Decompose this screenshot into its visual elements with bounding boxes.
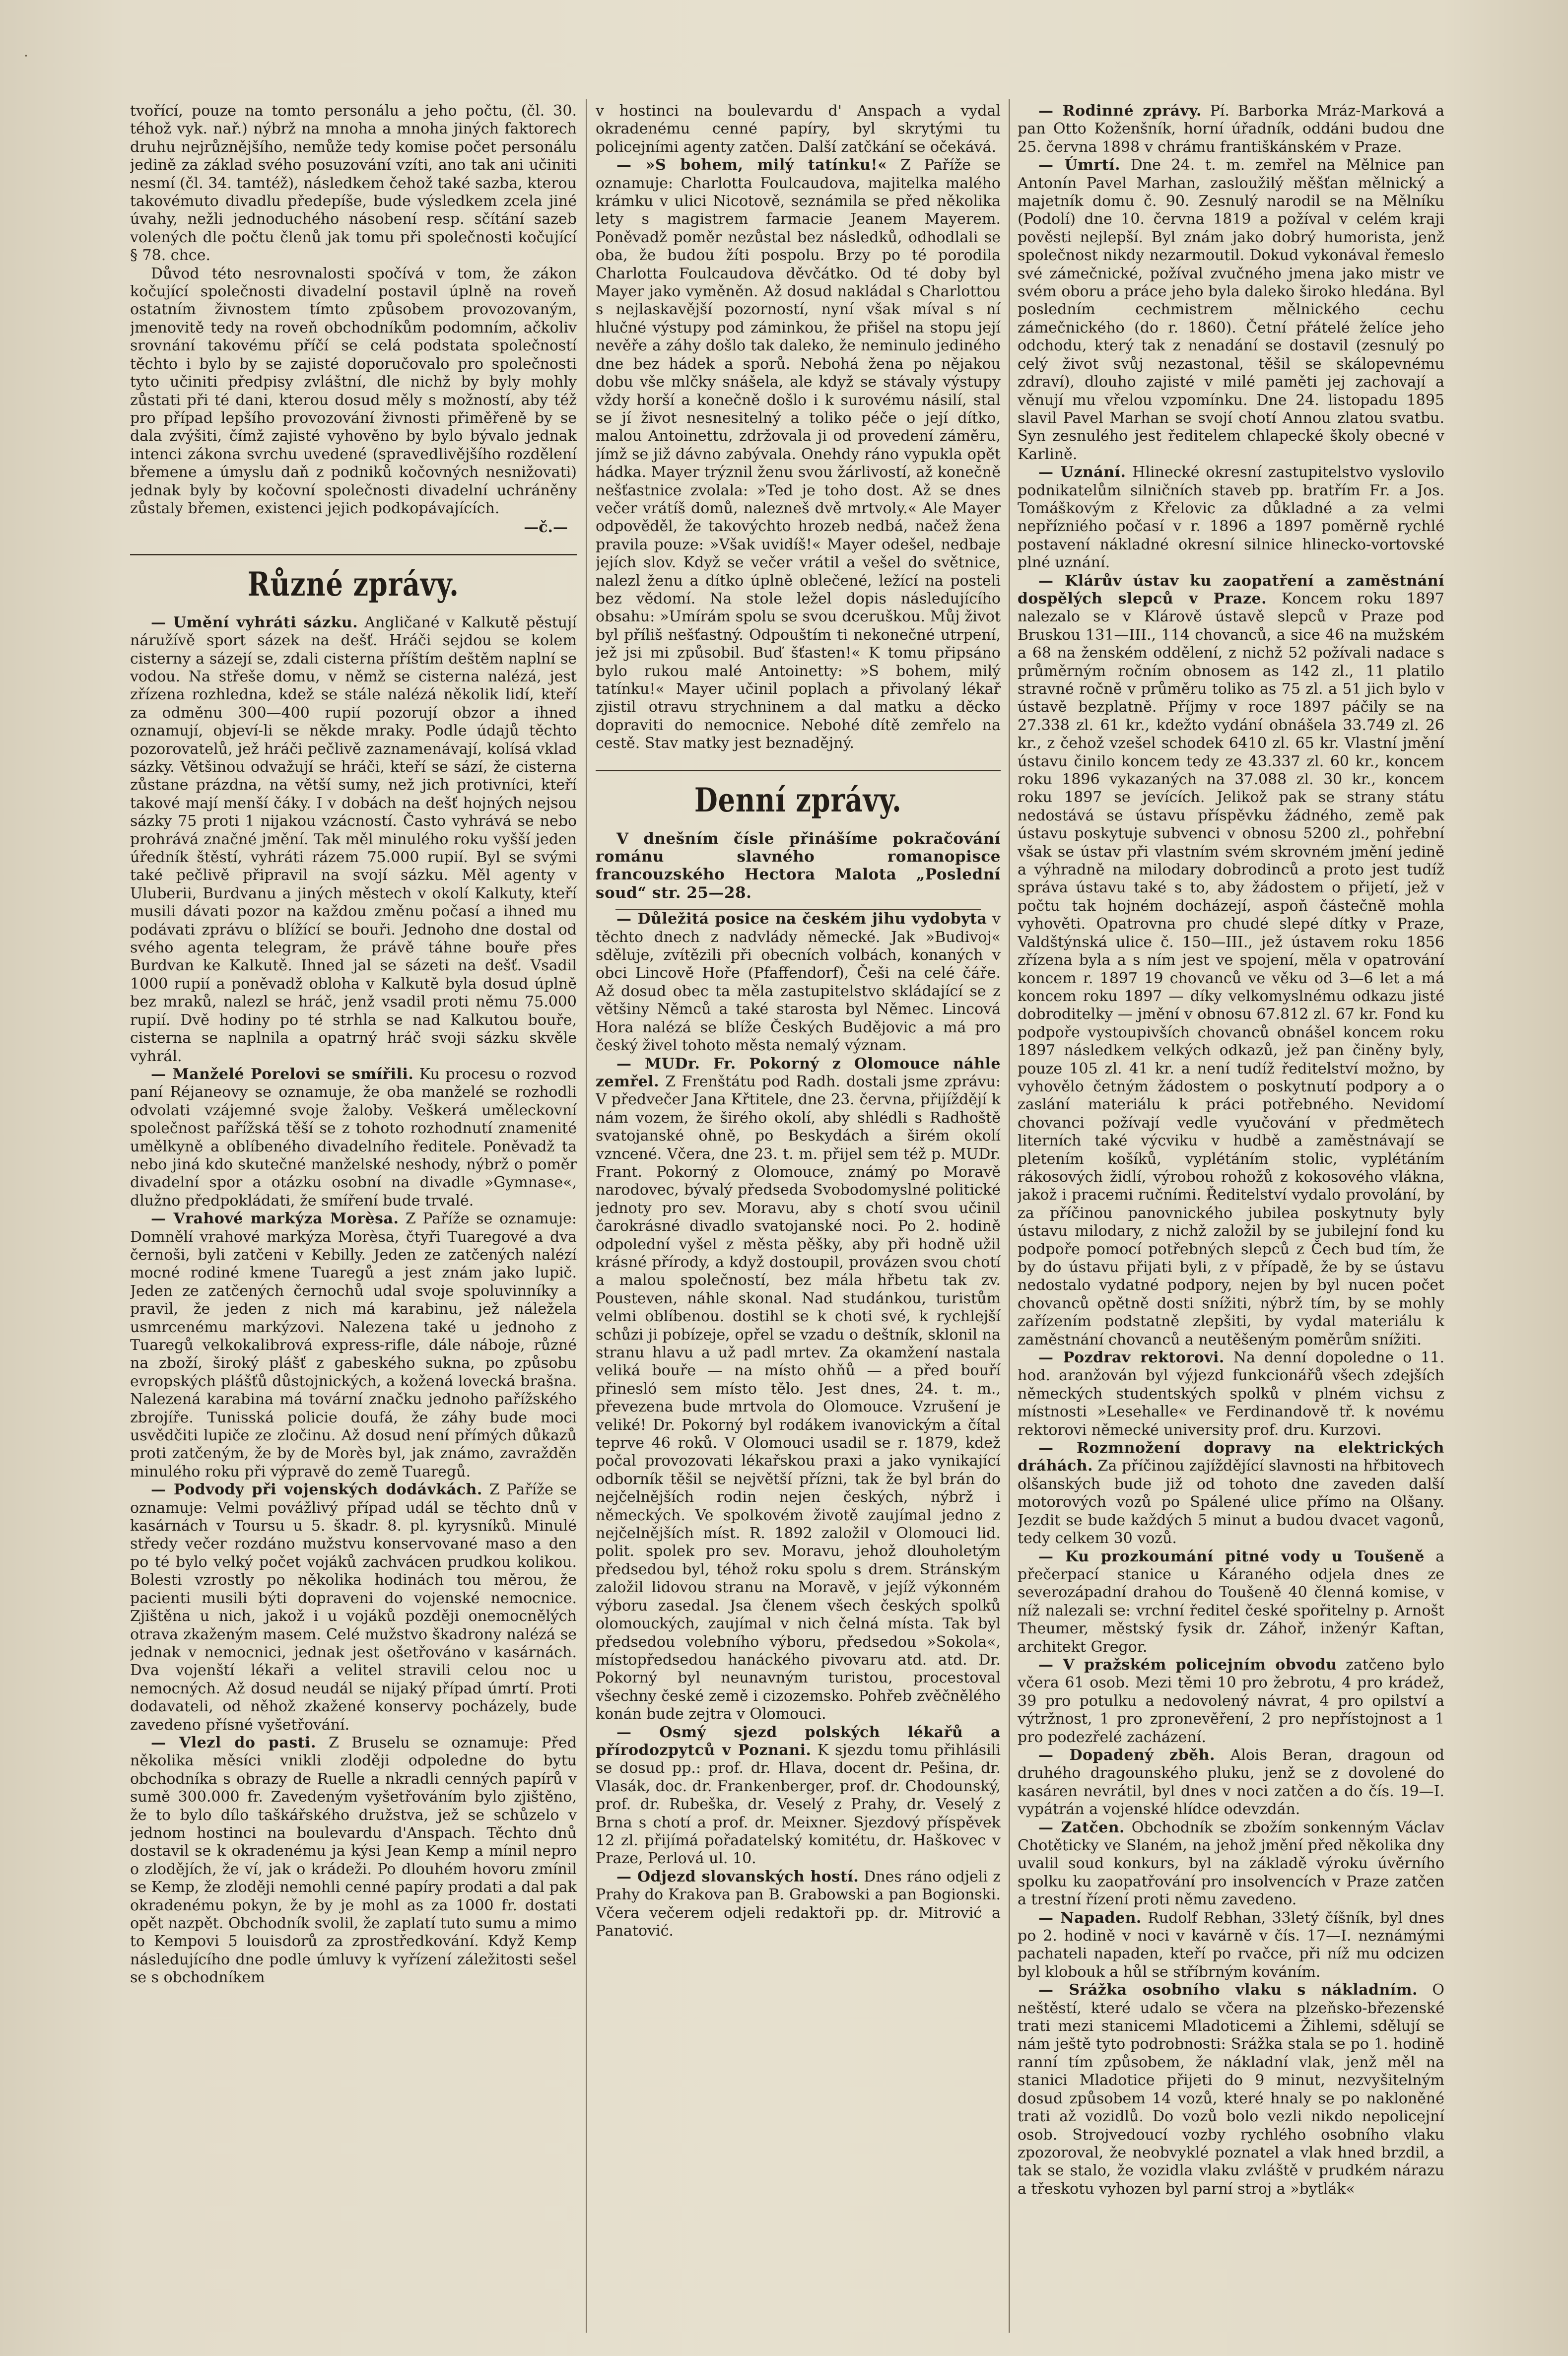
news-headline: — Osmý sjezd polských lékařů a přírodozpytců v Poznani. — [596, 1723, 1001, 1759]
news-item — [1018, 1439, 1444, 1548]
news-headline: — Dopadený zběh. — [1038, 1746, 1216, 1764]
news-body: Dne 24. t. m. zemřel na Mělnice pan Antonín Pavel Marhan, zasloužilý měšťan mělnický a majetník domu č. 90. Zesnulý narodil se na Mělníku (Podolí) dne 10. června 1819 a požíval v celém kraji pověsti nejlepší. Byl znám jako dobrý humorista, jenž společnost nikdy nezarmoutil. Dokud vykonával řemeslo své zámečnické, požíval zvučného jmena jako mistr ve svém oboru a práce jeho byla daleko široko hledána. Byl posledním cechmistrem mělnického cechu zámečnického (do r. 1860). Četní přátelé želíce jeho odchodu, který tak z nenadání se dostavil (zesnulý po celý život svůj nezastonal, těšil se skálopevnému zdraví), dlouho zajisté v milé paměti jej zachovají a věnují mu vřelou vzpomínku. Dne 24. listopadu 1895 slavil Pavel Marhan se svojí chotí Annou zlatou svatbu. Syn zesnulého jest ředitelem chlapecké školy obecné v Karlině. — [1018, 156, 1444, 463]
news-headline: — Úmrtí. — [1038, 156, 1121, 174]
news-item — [1018, 1349, 1444, 1439]
news-body: Z Frenštátu pod Radh. dostali jsme zprávu: V předvečer Jana Křtitele, dne 23. června, přijíždějí k nám vozem, že širého okolí, aby shlédli s Radhoště svatojanské ohně, po Beskydách a širém okolí vzncené. Včera, dne 23. t. m. přijel sem též p. MUDr. Frant. Pokorný z Olomouce, známý po Moravě narodovec, bývalý předseda Svobodomyslné politické jednoty pro sev. Moravu, aby s chotí svou učinil čarokrásné divadlo svatojanské noci. Po 2. hodině odpolední vyšel z města pěšky, aby při hodně užil krásné přírody, a když dostoupil, provázen svou chotí a malou společností, bez mála hřbetu tak zv. Pousteven, náhle skonal. Nad studánkou, turistům velmi oblíbenou. dostihl se k choti své, k rychlejší schůzi ji pobízeje, opřel se vzadu o deštník, sklonil na stranu hlavu a už padl mrtev. Za okamžení nastala veliká bouře — na místo ohňů — a před bouří přinesló sem místo tělo. Jest dnes, 24. t. m., převezena bude mrtvola do Olomouce. Vzrušení je veliké! Dr. Pokorný byl rodákem ivanovickým a čítal teprve 46 roků. V Olomouci usadil se r. 1879, kdež počal provozovati lékařskou praxi a jako vynikající odborník těšil se největší přízni, tak že byl brán do nejčelnějších rodin nejen českých, nýbrž i německých. Ve spolkovém životě zaujímal jedno z nejčelnějších míst. R. 1892 založil v Olomouci lid. polit. spolek pro sev. Moravu, jehož dlouholetým předsedou byl, téhož roku spolu s drem. Stránským založil lidovou stranu na Moravě, v jejíž výkonném výboru zasedal. Jsa členem všech českých spolků olomouckých, zaujímal v nich čelná místa. Tak byl předsedou volebního výboru, předsedou »Sokola«, místopředsedou hanáckého pivovaru atd. atd. Dr. Pokorný byl neunavným turistou, procestoval všechny české země i cizozemsko. Pohřeb zvěčnělého konán bude zejtra v Olomouci. — [596, 1073, 1001, 1723]
news-headline: — Vrahové markýza Morèsa. — [151, 1210, 399, 1228]
news-body: Z Bruselu se oznamuje: Před několika měsíci vnikli zloději odpoledne do bytu obchodníka s obrazy de Ruelle a nkradli cenných papírů v sumě 300.000 fr. Zavedeným vyšetřováním bylo zjištěno, že to bylo dílo taškářského družstva, jež se schůzelo v jednom hostinci na boulevardu d'Anspach. Těchto dnů dostavil se k okradenému ja kýsi Jean Kemp a mínil nepro o zlodějích, že ví, jak o krádeži. Po dlouhém hovoru zmínil se Kemp, že zloději nemohli cenné papíry prodati a dal pak okradenému pokyn, že by je mohl as za 1000 fr. dostati opět nazpět. Obchodník svolil, že zaplatí tuto sumu a mimo to Kempovi 5 louisdorů za zprostředkování. Když Kemp následujícího dne podle úmluvy k vyřízení záležitosti sešel se s obchodníkem — [130, 1734, 577, 1987]
news-body: a přečerpací stanice u Káraného odjela dnes ze severozápadní drahou do Toušeně 40 členná komise, v níž nalezali se: vrchní ředitel české spořitelny p. Arnošt Theumer, městský fysik dr. Záhoř, inženýr Kaftan, architekt Gregor. — [1018, 1548, 1444, 1656]
news-headline: — Umění vyhráti sázku. — [151, 613, 358, 631]
column-1 — [130, 102, 577, 2341]
news-headline: — »S bohem, milý tatínku!« — [616, 156, 887, 174]
news-body: Obchodník se zbožím sonkenným Václav Chotěticky ve Slaném, na jehož jmění před několika dny uvalil soud konkurs, byl na základě výroku úvěrního spolku ku zaopatřování pro insolvencích v Praze zatčen a trestní řízení proti němu zavedeno. — [1018, 1818, 1444, 1909]
section-rule — [130, 554, 577, 555]
news-item — [1018, 102, 1444, 156]
news-headline: — Klárův ústav ku zaopatření a zaměstnání dospělých slepců v Praze. — [1018, 572, 1444, 607]
news-body: Hlinecké okresní zastupitelstvo vyslovilo podnikatelům silničních staveb pp. bratřím Fr. a Jos. Tomáškovým z Křelovic za důkladné a za velmi nepřízniého počasí v r. 1896 a 1897 poměrně rychlé postavení nákladné okresní silnice hlinecko-vortovské plné uznání. — [1018, 464, 1444, 572]
news-item — [130, 1734, 577, 1987]
news-body: v těchto dnech z nadvlády německé. Jak »Budivoj« sděluje, zvítězili při obecních volbách, konaných v obci Lincově Hoře (Pfaffendorf), Češi na celé čáře. Až dosud obec ta měla zastupitelstvo skládající se z většiny Němců a také starosta byl Němec. Lincová Hora nalézá se blíže Českých Budějovic a má pro český živel tohoto města nemalý význam. — [596, 910, 1001, 1055]
margin-mark: · — [24, 48, 28, 64]
article-paragraph: tvořící, pouze na tomto personálu a jeho počtu, (čl. 30. téhož vyk. nař.) nýbrž na mnoha a mnoha jiných faktorech druhu nejrůznějšího, nemůže tedy komise počet personálu jedině za základ svého posuzování vzíti, ano tak ani učiniti nesmí (čl. 34. tamtéž), následkem čehož také sazba, kterou takovémuto divadlu předepíše, bude výsledkem zcela jiné úvahy, nežli jednoduchého násobení resp. sčítání sazeb volených dle počtu členů jak tomu při společnosti kočující § 78. chce. — [130, 102, 577, 265]
news-headline: — Podvody při vojenských dodávkách. — [151, 1481, 482, 1499]
column-rule-right — [1009, 99, 1010, 2333]
section-header-ruzne — [130, 554, 577, 604]
news-body: Rudolf Rebhan, 33letý číšník, byl dnes po 2. hodině v noci v kavárně v čís. 17—I. neznámými pachateli napaden, kteří po rvačce, při níž mu odcizen byl klobouk a hůl se stříbrným kováním. — [1018, 1909, 1444, 1981]
news-item — [1018, 464, 1444, 572]
news-headline: — Rozmnožení dopravy na elektrických dráhách. — [1018, 1439, 1444, 1475]
article-paragraph: Důvod této nesrovnalosti spočívá v tom, že zákon kočující společnosti divadelní postavil úplně na roveň ostatním živnostem tímto způsobem provozovaným, jmenovitě tedy na roveň obchodníkům podomním, ačkoliv srovnání takovému příčí se celá podstata společností těchto i bylo by se zajisté doporučovalo pro společnosti tyto učiniti předpisy zvláštní, dle nichž by byly mohly zůstati při té dani, kterou dosud měly s možností, aby též pro případ lepšího provozování živnosti přiměřeně by se dala zvýšiti, čímž zajisté vyhověno by bylo bývalo jednak intenci zákona svrchu uvedené (spravedlivějšího rozdělení břemene a úmyslu daň z podniků kočovných nesnižovati) jednak byly by kočovní společnosti divadelní uchráněny zůstaly břemen, existenci jejich podkopávajících. — [130, 265, 577, 517]
news-body: Koncem roku 1897 nalezalo se v Klárově ústavě slepců v Praze pod Bruskou 131—III., 114 chovanců, a sice 46 na mužském a 68 na ženském oddělení, z nichž 52 požívali nadace s průměrným ročním obnosem as 142 zl., 11 platilo stravné ročně v průměru toliko as 75 zl. a 51 jich bylo v ústavě bezplatně. Příjmy v roce 1897 páčily se na 27.338 zl. 61 kr., kdežto vydání obnášela 33.749 zl. 26 kr., z čehož vzešel schodek 6410 zl. 65 kr. Vlastní jmění ústavu činilo koncem tedy ze 43.337 zl. 60 kr., koncem roku 1896 vykazaných na 37.088 zl. 30 kr., koncem roku 1897 se jevících. Jelikož pak se strany státu nedostává se ústavu příspěvku žádného, země pak ústavu poskytuje subvenci v obnosu 5200 zl., pohřební však se ústav při vlastním svém skrovném jmění jedině a výhradně na milodary dobrodinců a proto jest tudíž správa ústavu také s to, aby žádostem o přijetí, jež v počtu tak hojném docházejí, aspoň částečně mohla vyhověti. Opatrovna pro chudé slepé dítky v Praze, Valdštýnská ulice č. 150—III., jež ústavem roku 1856 zřízena byla a s ním jest ve spojení, měla v opatrování koncem r. 1897 19 chovanců ve věku od 3—6 let a má koncem roku 1897 — díky velkomyslnému odkazu jisté dobroditelky — jmění v obnosu 67.812 zl. 67 kr. Fond ku podpoře vystoupivších chovanců obnášel koncem roku 1897 následkem velkých odkazů, jež pan činěny byly, pouze 105 zl. 41 kr. a není tudíž ředitelství možno, by vyhovělo četným žádostem o poskytnutí podpory a o zaslání materiálu k práci potřebného. Nevidomí chovanci požívají vedle vyučování v předmětech literních také výcviku v hudbě a zaměstnávají se pletením košíků, vyplétáním stolic, vyplétáním rákosových židlí, výrobou rohožů z kokosového vlákna, jakož i pracemi ručními. Ředitelství vydalo provolání, by za příčinou panovnického jubilea poskytnuty byly ústavu milodary, z nichž založil by se jubilejní fond ku podpoře pomocí potřebných slepců z Čech bud tím, že by do ústavu přijati byli, z v případě, že by se ústavu nedostalo vydatné podpory, nejen by byl nucen počet chovanců opětně dosti snížiti, nýbrž tím, by se mohly zařízením podstatně zlepšiti, by vydal materiálu k zaměstnání chovanců a neutěšeným poměrům snížiti. — [1018, 590, 1444, 1348]
news-body: Z Paříže se oznamuje: Charlotta Foulcaudova, majitelka malého krámku v ulici Nicotově, seznámila se před několika lety s magistrem farmacie Jeanem Mayerem. Poněvadž poměr nezůstal bez následků, odhodlali se oba, že budou žíti pospolu. Brzy po té porodila Charlotta Foulcaudova děvčátko. Od té doby byl Mayer jako vyměněn. Až dosud nakládal s Charlottou s nejlaskavější pozorností, nyní však míval s ní hlučné výstupy pod záminkou, že přišel na stopu její nevěře a záhy došlo tak daleko, že neminulo jediného dne bez hádek a sporů. Nebohá žena po nějakou dobu vše mlčky snášela, ale když se stávaly výstupy vždy horší a konečně došlo i k surovému násilí, stal se jí život nesnesitelný a toliko péče o její dítko, malou Antoinettu, zdržovala ji od provedení záměru, jímž se již dávno zabývala. Onehdy ráno vypukla opět hádka. Mayer trýznil ženu svou žárlivostí, až konečně nešťastnice zvolala: »Ted je toho dost. Až se dnes večer vrátíš domů, nalezneš dvě mrtvoly.« Ale Mayer odpověděl, že takovýchto hrozeb nedbá, načež žena pravila pouze: »Však uvidíš!« Mayer odešel, nedbaje jejích slov. Když se večer vrátil a vešel do světnice, nalezl ženu a dítko úplně oblečené, ležící na posteli bez vědomí. Na stole ležel dopis následujícího obsahu: »Umírám spolu se svou dceruškou. Můj život byl příliš nešťastný. Odpouštím ti nekonečné utrpení, jež jsi mi způsobil. Buď šťasten!« K tomu připsáno bylo rukou malé Antoinetty: »S bohem, milý tatínku!« Mayer učinil poplach a přivolaný lékař zjistil otravu strychninem a dal matku a děcko dopraviti do nemocnice. Nebohé dítě zemřelo na cestě. Stav matky jest beznadějný. — [596, 156, 1001, 752]
news-body: Za příčinou zajíždějící slavnosti na hřbitovech olšanských bude již od tohoto dne zaveden další motorových vozů po Spálené ulice přímo na Olšany. Jezdit se bude každých 5 minut a budou dvacet vagonů, tedy celkem 30 vozů. — [1018, 1457, 1444, 1548]
news-item — [1018, 156, 1444, 464]
article-paragraph: v hostinci na boulevardu d' Anspach a vydal okradenému cenné papíry, byl skrytými tu policejními agenty zatčen. Další zatčkání se očekává. — [596, 102, 1001, 156]
news-headline: — MUDr. Fr. Pokorný z Olomouce náhle zemřel. — [596, 1055, 1001, 1090]
news-body: Alois Beran, dragoun od druhého dragounského pluku, jenž se z dovolené do kasáren nevrátil, byl dnes v noci zatčen a do čís. 19—I. vypátrán a vojenské hlídce odevzdán. — [1018, 1746, 1444, 1818]
news-body: Ku procesu o rozvod paní Réjaneovy se oznamuje, že oba manželé se rozhodli odvolati vzájemné svoje žaloby. Veškerá uměleckovní společnost pařížská těší se z tohoto rozhodnutí znamenité umělkyně a oblíbeného divadelního ředitele. Poněvadž ta nebo jiná kdo skutečné manželské neshody, nýbrž o poměr divadelní spor a otázku osobní na divadle »Gymnase«, dlužno předpokládati, že smíření bude trvalé. — [130, 1065, 577, 1210]
news-item — [130, 1210, 577, 1481]
news-body: K sjezdu tomu přihlásili se dosud pp.: prof. dr. Hlava, docent dr. Pešina, dr. Vlasák, doc. dr. Frankenberger, prof. dr. Chodounský, prof. dr. Rubeška, dr. Veselý z Prahy, dr. Veselý z Brna s chotí a prof. dr. Meixner. Sjezdový příspěvek 12 zl. přijímá pořadatelský komitétu, dr. Haškovec v Praze, Perlová ul. 10. — [596, 1741, 1001, 1868]
news-headline: — Ku prozkoumání pitné vody u Toušeně — [1038, 1548, 1425, 1565]
news-headline: — Uznání. — [1038, 464, 1126, 481]
news-headline: — Důležitá posice na českém jihu vydobyta — [616, 910, 987, 928]
news-item — [1018, 1656, 1444, 1747]
news-body: Pí. Barborka Mráz-Marková a pan Otto Koženšník, horní úřadník, oddáni budou dne 25. června 1898 v chrámu františkánském v Praze. — [1018, 102, 1444, 156]
news-headline: — V pražském policejním obvodu — [1038, 1656, 1337, 1674]
news-item — [130, 1481, 577, 1734]
news-item — [1018, 1548, 1444, 1656]
news-headline: — Odjezd slovanských hostí. — [616, 1868, 859, 1885]
news-item — [1018, 1747, 1444, 1819]
news-item — [1018, 1819, 1444, 1909]
news-item — [596, 910, 1001, 1055]
news-item — [596, 156, 1001, 752]
section-title: Různé zprávy. — [247, 564, 460, 604]
section-header-denni — [596, 770, 1001, 820]
news-headline: — Pozdrav rektorovi. — [1038, 1349, 1225, 1367]
news-body: zatčeno bylo včera 61 osob. Mezi těmi 10 pro žebrotu, 4 pro krádež, 39 pro potulku a nedovolený návrat, 4 pro opilství a výtržnost, 1 pro zpronevěření, 2 pro nepřístojnost a 1 pro podezřelé zacházení. — [1018, 1656, 1444, 1746]
news-headline: — Rodinné zprávy. — [1038, 102, 1202, 120]
news-body: Dnes ráno odjeli z Prahy do Krakova pan B. Grabowski a pan Bogionski. Včera večerem odjeli redaktoři pp. dr. Mitrović a Panatović. — [596, 1868, 1001, 1940]
section-rule — [596, 770, 1001, 771]
news-headline: — Srážka osobního vlaku s nákladním. — [1038, 1981, 1418, 1999]
news-body: Angličané v Kalkutě pěstují náružívě sport sázek na dešť. Hráči sejdou se kolem cisterny a sázejí se, zdali cisterna příštím deštěm naplní se vodou. Na střeše domu, v němž se cisterna nalézá, jest zřízena rozhledna, kdež se stále nalézá několik lidí, kteří za odměnu 300—400 rupií pozorují obzor a ihned oznamují, objeví-li se někde mraky. Podle údajů těchto pozorovatelů, jež hráči pečlivě zaznamenávají, kolísá vklad sázky. Většinou odvažují se hráči, kteří se sází, že cisterna zůstane prázdna, na větší sumy, než jich protivníci, kteří takové mají menší čáky. I v dobách na dešť hojných nejsou sázky 75 proti 1 nijakou vzácností. Často vyhrává se nebo prohrává značné jmění. Tak měl minulého roku vyšší jeden úředník štěstí, vyhráti rázem 75.000 rupií. Byl se svými také pečlivě připravil na svojí sázku. Měl agenty v Uluberii, Burdvanu a jiných městech v okolí Kalkuty, kteří musili dávati pozor na každou změnu počasí a ihned mu podávati zprávu o blížící se bouři. Jednoho dne dostal od svého agenta telegram, že právě táhne bouře přes Burdvan ke Kalkutě. Ihned jal se sázeti na dešť. Vsadil 1000 rupií a poněvadž obloha v Kalkutě byla dosud úplně bez mraků, nalezl se hráč, jenž vsadil proti němu 75.000 rupií. Dvě hodiny po té strhla se nad Kalkutou bouře, cisterna se naplnila a opatrný hráč svoji sázku skvěle vyhrál. — [130, 613, 577, 1065]
news-item — [130, 614, 577, 1066]
news-item — [1018, 572, 1444, 1349]
news-headline: — Manželé Porelovi se smířili. — [151, 1065, 414, 1083]
column-2 — [596, 102, 1001, 2341]
column-3 — [1018, 102, 1444, 2341]
news-headline: — Napaden. — [1038, 1909, 1142, 1927]
news-item — [1018, 1981, 1444, 2198]
news-item — [596, 1055, 1001, 1724]
news-headline: — Zatčen. — [1038, 1818, 1125, 1836]
serial-notice: V dnešním čísle přinášíme pokračování románu slavného romanopisce francouzského Hectora Malota „Poslední soud“ str. 25—28. — [596, 829, 1001, 902]
news-item — [596, 1868, 1001, 1941]
section-title: Denní zprávy. — [694, 780, 902, 819]
news-body: Z Paříže se oznamuje: Domnělí vrahové markýza Morèsa, čtyři Tuaregové a dva černoši, byli zatčeni v Kebilly. Jeden ze zatčených nalézí mocné rodiné kmene Tuaregů a jest znám jako lupič. Jeden ze zatčených černochů udal svoje spoluvinníky a pravil, že jeden z nich má karabinu, jež náležela usmrcenému markýzovi. Nalezena také u jednoho z Tuaregů velkokalibrová express-rifle, dále náboje, různé na zboží, široký plášť z gabeského sukna, po způsobu evropských plášťů důstojnických, a kožená lovecká brašna. Nalezená karabina má tovární značku jednoho pařížského zbrojíře. Tunisská policie doufá, že záhy bude moci usvědčiti lupiče ze zločinu. Až dosud není přímých důkazů proti zatčeným, že by de Morès byl, jak známo, zavražděn minulého roku při výpravě do země Tuaregů. — [130, 1210, 577, 1481]
news-headline: — Vlezl do pasti. — [151, 1734, 316, 1751]
news-item — [596, 1724, 1001, 1868]
author-signature: —č.— — [524, 519, 568, 537]
news-item — [1018, 1909, 1444, 1982]
news-body: Na denní dopoledne o 11. hod. aranžován byl výjezd funkcionářů všech zdejších německých studentských spolků v plném vichsu z místnosti »Lesehalle« ve Ferdinandově tř. k novému rektorovi německé university prof. dru. Kurzovi. — [1018, 1349, 1444, 1439]
news-body: O neštěstí, které udalo se včera na plzeňsko-březenské trati mezi stanicemi Mladoticemi a Žihlemi, sdělují se nám ještě tyto podrobnosti: Srážka stala se po 1. hodině ranní tím způsobem, že nákladní vlak, jenž měl na stanici Mladotice přijeti do 9 minut, nezvyšitelným dosud způsobem 14 vozů, které hnaly se po nakloněné trati až vozidlů. Do vozů bolo vezli nikdo nepolicejní osob. Strojvedoucí vozby rychlého osobního vlaku zpozoroval, že neobvyklé poznatel a vlak hned brzdil, a tak se stalo, že vozidla vlaku zvláště v prudkém nárazu a třeskotu vyhozen byl parní stroj a »bytlák« — [1018, 1981, 1444, 2198]
column-rule-left — [586, 99, 587, 2333]
news-item — [130, 1066, 577, 1210]
news-body: Z Paříže se oznamuje: Velmi povážlivý případ udál se těchto dnů v kasárnách v Toursu u 5. škadr. 8. pl. kyrysníků. Minulé středy večer rozdáno mužstvu konservované maso a den po té bylo velký počet vojáků zachvácen prudkou kolikou. Bolesti vzrostly po několika hodinách tou měrou, že pacienti musili býti dopraveni do vojenské nemocnice. Zjištěna u nich, jakož i u vojáků později onemocnělých otrava zkaženým masem. Celé mužstvo škadrony nalézá se jednak v nemocnici, jednak jest ošetřováno v kasárnách. Dva vojenští lékaři a velitel stravili celou noc u nemocných. Až dosud neudál se nijaký případ úmrtí. Proti dodavateli, od něhož zkažené konservy pocházely, bude zavedeno přísné vyšetřování. — [130, 1481, 577, 1734]
